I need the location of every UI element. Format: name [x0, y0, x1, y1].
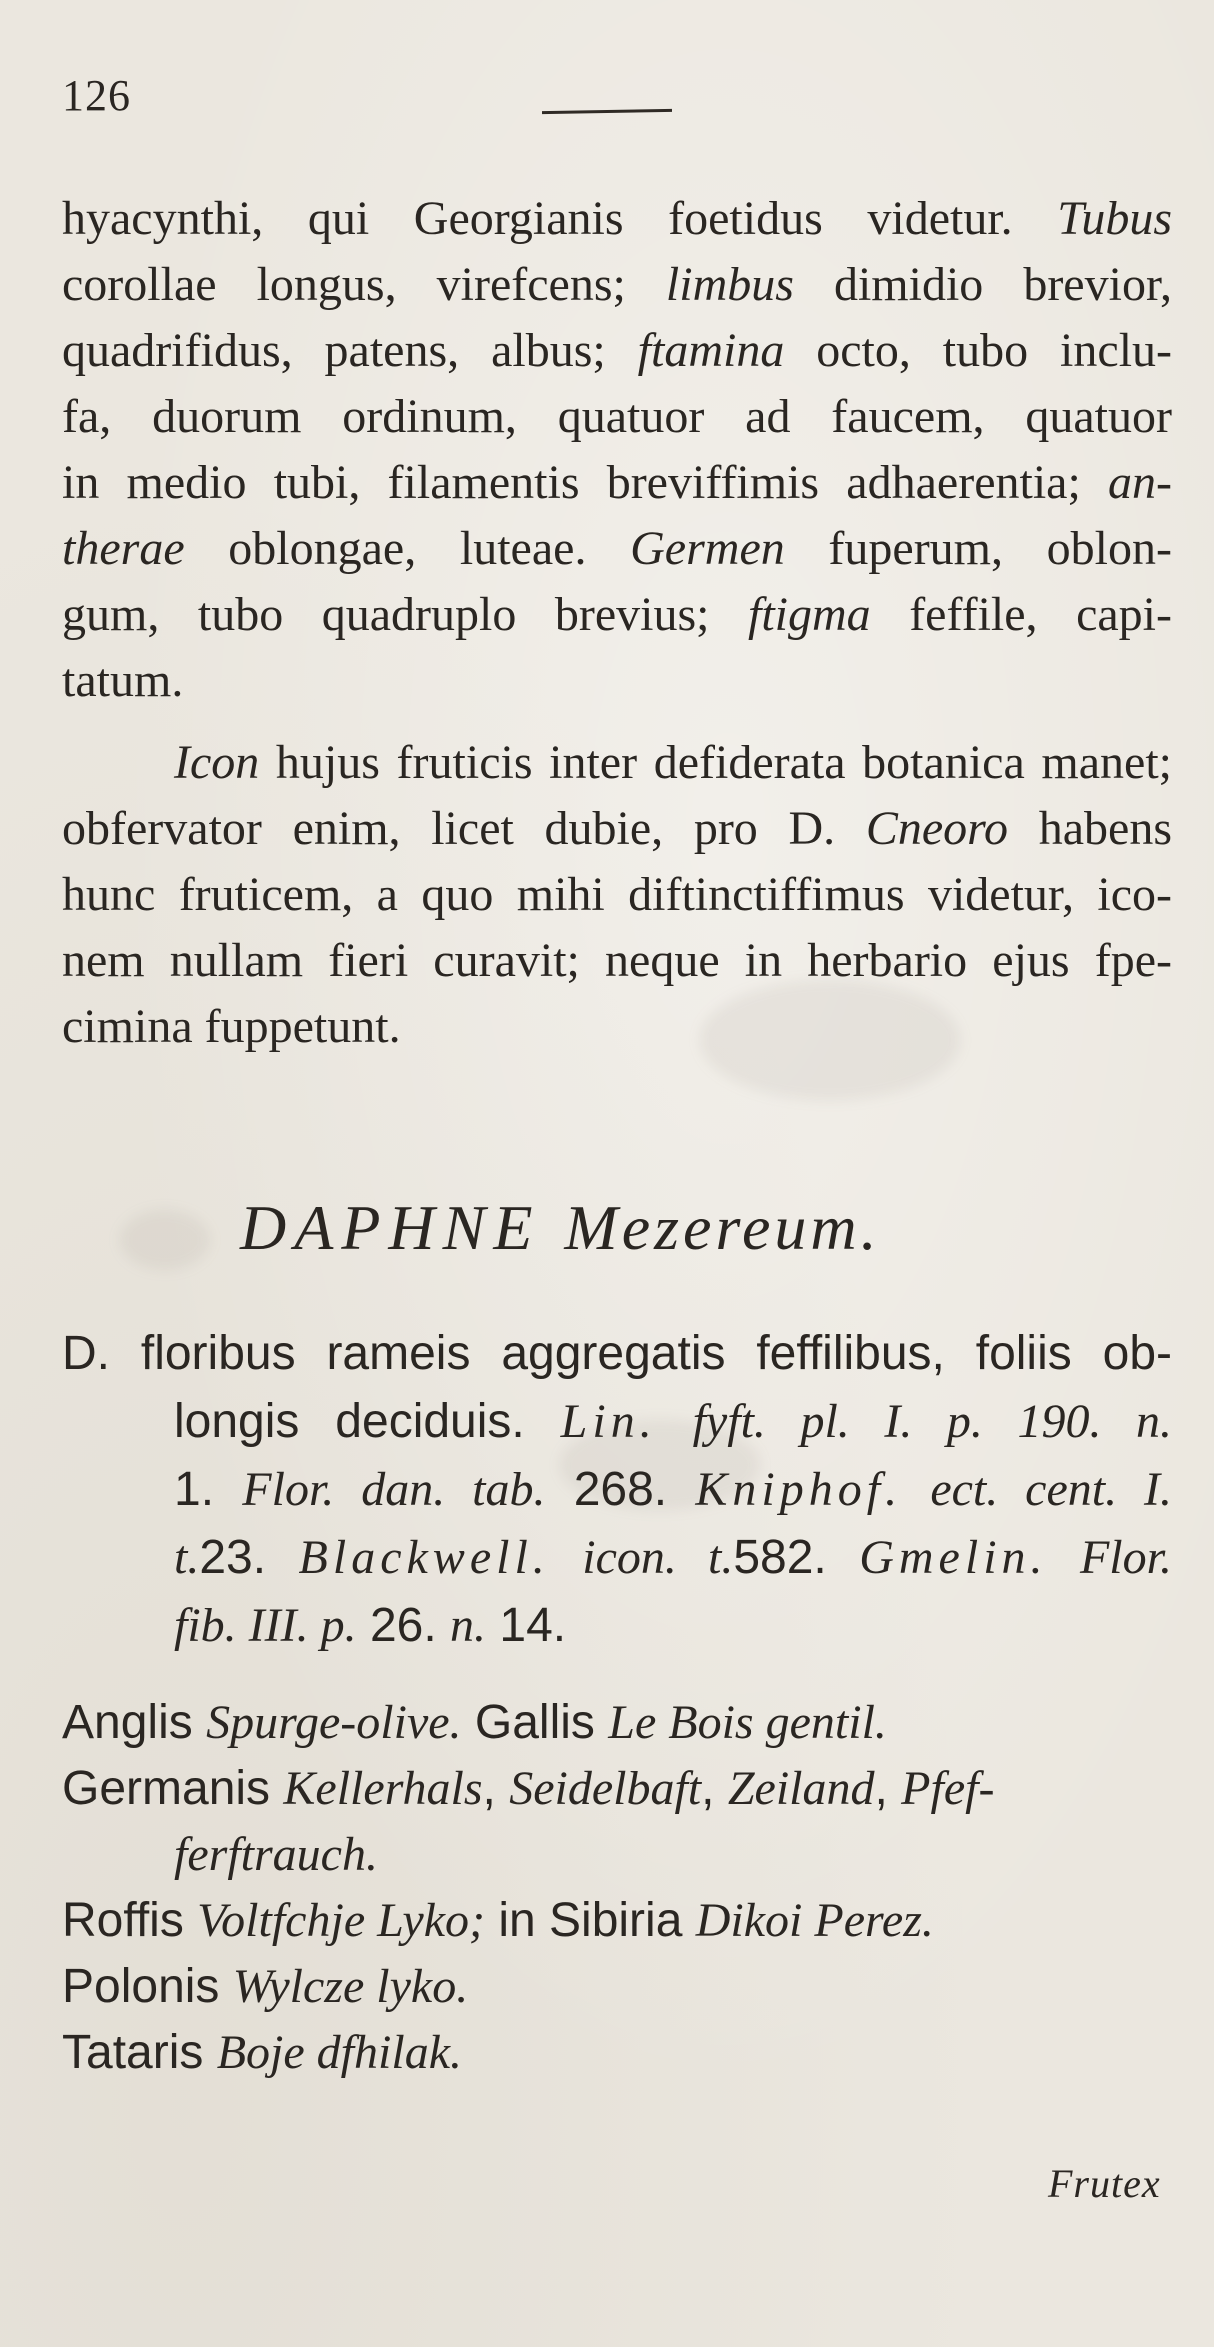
text-line: Roffis Voltfchje Lyko; in Sibiria Dikoi Perez.	[62, 1894, 934, 1947]
text-line: Polonis Wylcze lyko.	[62, 1960, 469, 2013]
text-line: 1. Flor. dan. tab. 268. Kniphof. ect. cent. I.	[174, 1463, 1173, 1516]
text-line: quadrifidus, patens, albus; ftamina octo, tubo inclu-	[62, 324, 1173, 377]
text-line: longis deciduis. Lin. fyft. pl. I. p. 190. n.	[174, 1395, 1173, 1448]
text-line: nem nullam fieri curavit; neque in herbario ejus fpe-	[62, 934, 1172, 987]
paragraph-icon-note	[62, 730, 1172, 1060]
text-line: Tataris Boje dfhilak.	[62, 2026, 462, 2079]
paragraph-description	[62, 186, 1172, 714]
text-line: D. floribus rameis aggregatis feffilibus, foliis ob-	[62, 1327, 1172, 1380]
text-line: obfervator enim, licet dubie, pro D. Cneoro habens	[62, 802, 1172, 855]
genus-name: DAPHNE	[240, 1192, 541, 1263]
text-line: cimina fuppetunt.	[62, 1000, 401, 1053]
paper-stain	[120, 1210, 210, 1270]
text-line: hunc fruticem, a quo mihi diftinctiffimus videtur, ico-	[62, 868, 1172, 921]
text-line: therae oblongae, luteae. Germen fuperum, oblon-	[62, 522, 1172, 575]
text-line: tatum.	[62, 654, 184, 707]
text-line: corollae longus, virefcens; limbus dimidio brevior,	[62, 258, 1173, 311]
page-number: 126	[62, 71, 131, 120]
text-line: t.23. Blackwell. icon. t.582. Gmelin. Flor.	[174, 1531, 1172, 1584]
text-line: fib. III. p. 26. n. 14.	[174, 1599, 567, 1652]
text-line: in medio tubi, filamentis breviffimis adhaerentia; an-	[62, 456, 1172, 509]
species-name: Mezereum.	[564, 1192, 881, 1263]
text-line: Icon hujus fruticis inter defiderata botanica manet;	[174, 736, 1172, 789]
paragraph-vernacular-names	[62, 1690, 1172, 2086]
text-line: hyacynthi, qui Georgianis foetidus videtur. Tubus	[62, 192, 1172, 245]
page-header	[62, 70, 1162, 130]
text-line: gum, tubo quadruplo brevius; ftigma feffile, capi-	[62, 588, 1172, 641]
header-rule	[542, 109, 672, 114]
paragraph-diagnosis	[62, 1320, 1172, 1660]
text-line: ferftrauch.	[174, 1828, 378, 1881]
text-line: Germanis Kellerhals, Seidelbaft, Zeiland, Pfef-	[62, 1762, 995, 1815]
text-line: Anglis Spurge-olive. Gallis Le Bois gentil.	[62, 1696, 887, 1749]
catchword: Frutex	[1048, 2161, 1161, 2206]
text-line: fa, duorum ordinum, quatuor ad faucem, quatuor	[62, 390, 1172, 443]
species-heading	[240, 1188, 881, 1268]
